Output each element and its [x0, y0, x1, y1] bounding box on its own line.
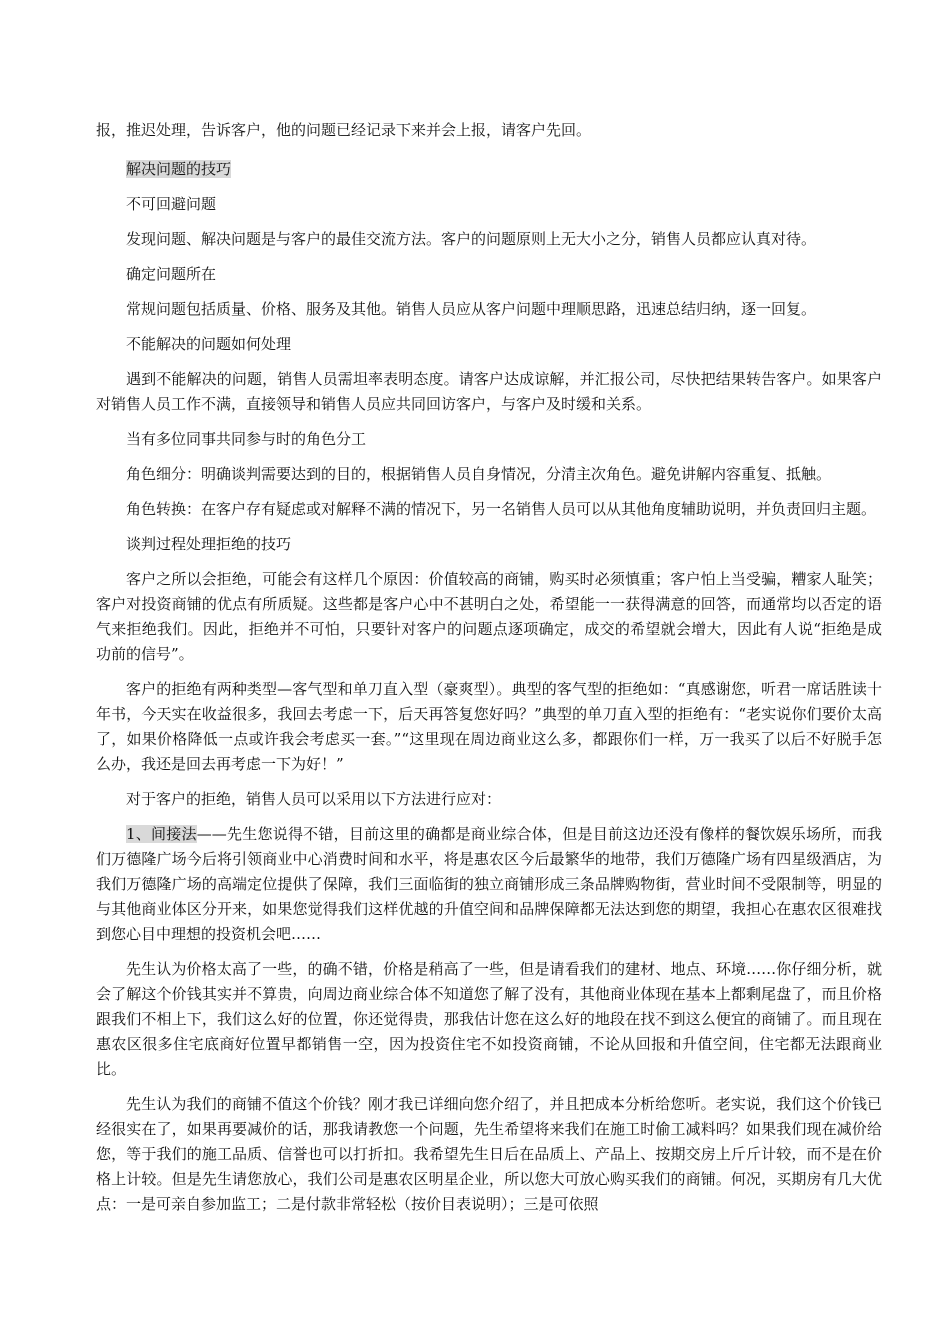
subheading-identify-problem: 确定问题所在	[126, 265, 217, 283]
indirect-method-text: ——先生您说得不错，目前这里的确都是商业综合体，但是目前这边还没有像样的餐饮娱乐场所，而我们万德隆广场今后将引领商业中心消费时间和水平，将是惠农区今后最繁华的地带，我们万德隆广场有四星级酒店，为我们万德隆广场的高端定位提供了保障，我们三面临街的独立商铺形成三条品牌购物街，营业时间不受限制等，明显的与其他商业体区分开来，如果您觉得我们这样优越的升值空间和品牌保障都无法达到您的期望，我担心在惠农区很难找到您心目中理想的投资机会吧……	[96, 825, 883, 943]
paragraph-rejection-types: 客户的拒绝有两种类型—客气型和单刀直入型（豪爽型）。典型的客气型的拒绝如：“真感谢您，听君一席话胜读十年书，今天实在收益很多，我回去考虑一下，后天再答复您好吗？”典型的单刀直入型的拒绝有：“老实说你们要价太高了，如果价格降低一点或许我会考虑买一套。”“这里现在周边商业这么多，都跟你们一样，万一我买了以后不好脱手怎么办，我还是回去再考虑一下为好！”	[96, 680, 882, 773]
paragraph-role-subdivision: 角色细分：明确谈判需要达到的目的，根据销售人员自身情况，分清主次角色。避免讲解内容重复、抵触。	[126, 465, 832, 483]
paragraph-unsolvable-handling: 遇到不能解决的问题，销售人员需坦率表明态度。请客户达成谅解，并汇报公司，尽快把结果转告客户。如果客户对销售人员工作不满，直接领导和销售人员应共同回访客户，与客户及时缓和关系。	[96, 370, 882, 413]
highlighted-heading-text: 解决问题的技巧	[126, 160, 232, 178]
paragraph-role-switch: 角色转换：在客户存有疑虑或对解释不满的情况下，另一名销售人员可以从其他角度辅助说明，并负责回归主题。	[126, 500, 877, 518]
heading-problem-solving-skills	[96, 157, 882, 182]
subheading-no-avoidance: 不可回避问题	[126, 195, 217, 213]
document-body	[96, 118, 882, 1227]
subheading-role-division: 当有多位同事共同参与时的角色分工	[126, 430, 367, 448]
paragraph-continuation: 报，推迟处理，告诉客户，他的问题已经记录下来并会上报，请客户先回。	[96, 121, 592, 139]
paragraph-indirect-method	[96, 822, 882, 947]
paragraph-response-methods: 对于客户的拒绝，销售人员可以采用以下方法进行应对：	[126, 790, 502, 808]
subheading-rejection-skills: 谈判过程处理拒绝的技巧	[126, 535, 292, 553]
paragraph-find-problems: 发现问题、解决问题是与客户的最佳交流方法。客户的问题原则上无大小之分，销售人员都应认真对待。	[126, 230, 817, 248]
paragraph-rejection-reasons: 客户之所以会拒绝，可能会有这样几个原因：价值较高的商铺，购买时必须慎重；客户怕上当受骗，糟家人耻笑；客户对投资商铺的优点有所质疑。这些都是客户心中不甚明白之处，希望能一一获得满意的回答，而通常均以否定的语气来拒绝我们。因此，拒绝并不可怕，只要针对客户的问题点逐项确定，成交的希望就会增大，因此有人说“拒绝是成功前的信号”。	[96, 570, 882, 663]
highlighted-method-label: 1、间接法	[126, 825, 197, 843]
paragraph-price-too-high: 先生认为价格太高了一些，的确不错，价格是稍高了一些，但是请看我们的建材、地点、环境……你仔细分析，就会了解这个价钱其实并不算贵，向周边商业综合体不知道您了解了没有，其他商业体现在基本上都剩尾盘了，而且价格跟我们不相上下，我们这么好的位置，你还觉得贵，那我估计您在这么好的地段在找不到这么便宜的商铺了。而且现在惠农区很多住宅底商好位置早都销售一空，因为投资住宅不如投资商铺，不论从回报和升值空间，住宅都无法跟商业比。	[96, 960, 882, 1078]
paragraph-not-worth-price: 先生认为我们的商铺不值这个价钱？刚才我已详细向您介绍了，并且把成本分析给您听。老实说，我们这个价钱已经很实在了，如果再要减价的话，那我请教您一个问题，先生希望将来我们在施工时偷工减料吗？如果我们现在减价给您，等于我们的施工品质、信誉也可以打折扣。我希望先生日后在品质上、产品上、按期交房上斤斤计较，而不是在价格上计较。但是先生请您放心，我们公司是惠农区明星企业，所以您大可放心购买我们的商铺。何况，买期房有几大优点：一是可亲自参加监工；二是付款非常轻松（按价目表说明）；三是可依照	[96, 1095, 882, 1213]
subheading-unsolvable-problems: 不能解决的问题如何处理	[126, 335, 292, 353]
paragraph-regular-problems: 常规问题包括质量、价格、服务及其他。销售人员应从客户问题中理顺思路，迅速总结归纳，逐一回复。	[126, 300, 817, 318]
